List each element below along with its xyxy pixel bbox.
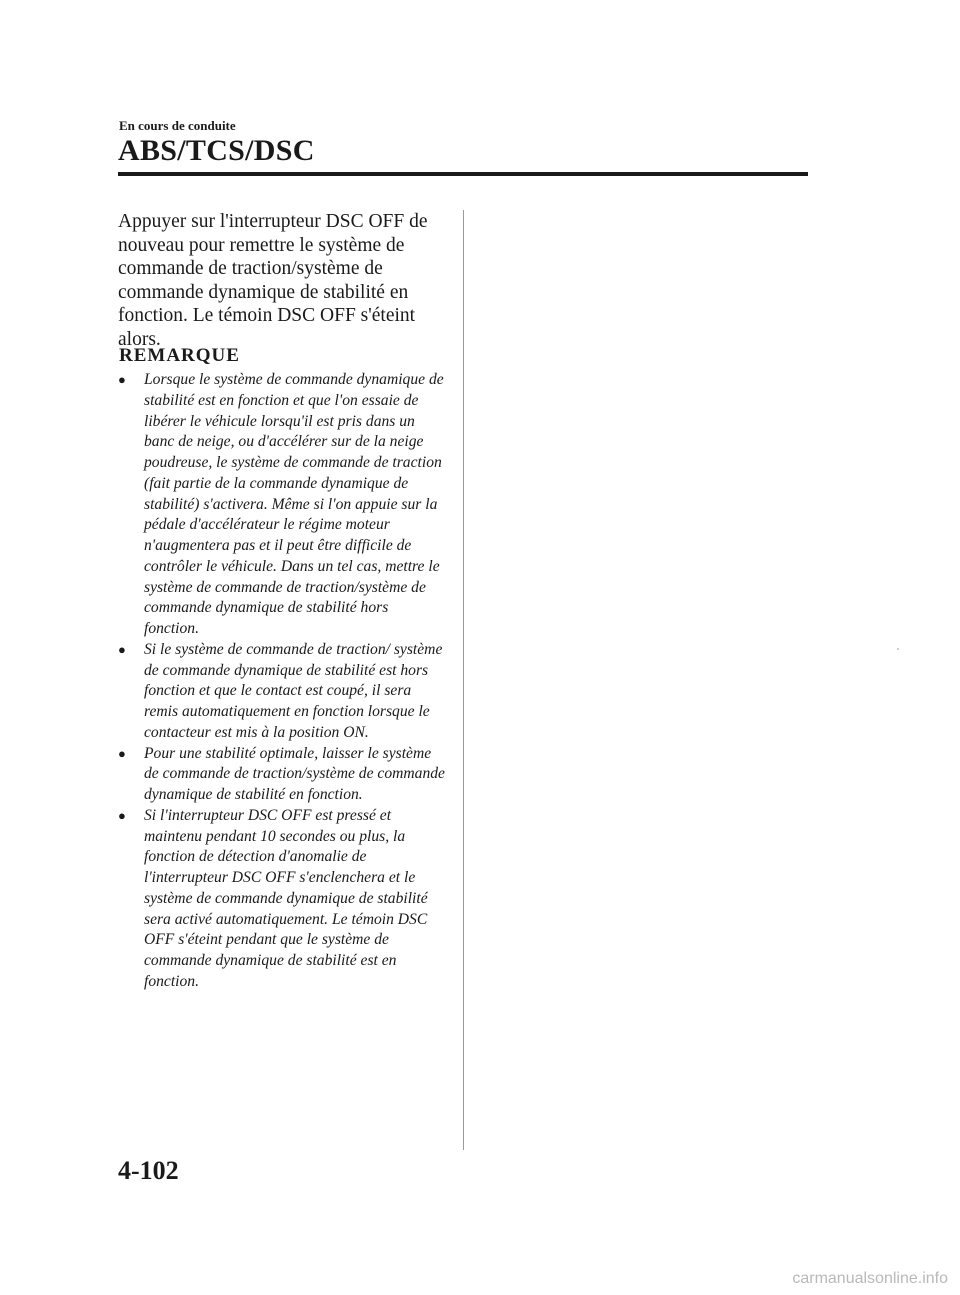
column-divider bbox=[463, 210, 464, 1150]
note-item-text: Si l'interrupteur DSC OFF est pressé et maintenu pendant 10 secondes ou plus, la fonction de détection d'anomalie de l'interrupteur DSC OFF s'enclenchera et le système de commande dynamique de stabilité sera activé automatiquement. Le témoin DSC OFF s'éteint pendant que le système de commande dynamique de stabilité est en fonction. bbox=[144, 806, 428, 990]
note-list bbox=[116, 370, 446, 993]
note-item-text: Si le système de commande de traction/ système de commande dynamique de stabilité est hors fonction et que le contact est coupé, il sera remis automatiquement en fonction lorsque le contacteur est mis à la position ON. bbox=[144, 640, 443, 741]
bullet-icon: ● bbox=[118, 641, 126, 657]
header-rule bbox=[118, 172, 808, 176]
scan-dot bbox=[897, 648, 899, 650]
bullet-icon: ● bbox=[118, 745, 126, 761]
section-label: En cours de conduite bbox=[119, 118, 236, 133]
bullet-icon: ● bbox=[118, 807, 126, 823]
watermark: carmanualsonline.info bbox=[792, 1270, 948, 1287]
note-item-text: Pour une stabilité optimale, laisser le système de commande de traction/système de commande dynamique de stabilité en fonction. bbox=[144, 744, 445, 803]
note-item bbox=[116, 744, 446, 806]
section-title: ABS/TCS/DSC bbox=[118, 134, 315, 167]
note-item bbox=[116, 806, 446, 993]
page-number: 4-102 bbox=[118, 1156, 179, 1185]
intro-paragraph: Appuyer sur l'interrupteur DSC OFF de nouveau pour remettre le système de commande de traction/système de commande dynamique de stabilité en fonction. Le témoin DSC OFF s'éteint alors. bbox=[118, 211, 428, 350]
bullet-icon: ● bbox=[118, 372, 126, 387]
note-item-text: Lorsque le système de commande dynamique de stabilité est en fonction et que l'on essaie de libérer le véhicule lorsqu'il est pris dans un banc de neige, ou d'accélérer sur de la neige poudreuse, le système de commande de traction (fait partie de la commande dynamique de stabilité) s'activera. Même si l'on appuie sur la pédale d'accélérateur le régime moteur n'augmentera pas et il peut être difficile de contrôler le véhicule. Dans un tel cas, mettre le système de commande de traction/système de commande dynamique de stabilité hors fonction. bbox=[144, 371, 444, 637]
note-item bbox=[116, 640, 446, 744]
note-title: REMARQUE bbox=[119, 345, 240, 366]
note-item bbox=[116, 370, 446, 640]
